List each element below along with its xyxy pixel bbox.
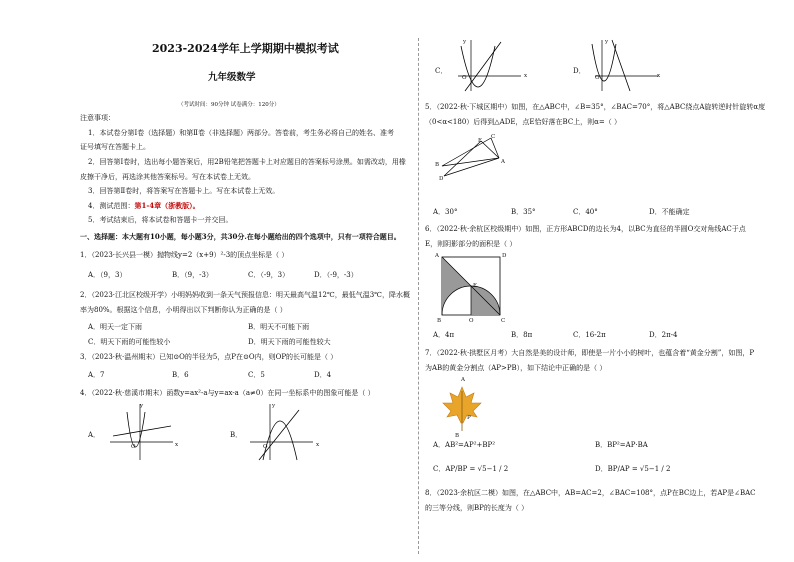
q7-option-d-value: √5−1 / 2 bbox=[639, 465, 671, 473]
note-2b: 皮擦干净后，再选涂其他答案标号。写在本试卷上无效。 bbox=[80, 173, 255, 181]
q7-label-a: A bbox=[461, 377, 465, 383]
q3-option-a: A．7 bbox=[88, 371, 105, 379]
q7-option-d bbox=[595, 464, 670, 474]
q6-option-a: A．4π bbox=[433, 331, 455, 339]
note-5: 5．考试结束后，将本试卷和答题卡一并交回。 bbox=[88, 216, 233, 224]
q2-stem-2: 率为80%。根据这个信息，小明得出以下判断你认为正确的是（ ） bbox=[80, 306, 287, 314]
q6-option-c: C．16-2π bbox=[573, 331, 606, 339]
exam-title: 2023-2024学年上学期期中模拟考试 bbox=[152, 42, 339, 55]
q5-label-b: B bbox=[435, 162, 440, 168]
q7-option-d-lhs: D．BP/AP = bbox=[595, 465, 638, 473]
q7-option-c-value: √5−1 / 2 bbox=[477, 465, 509, 473]
q7-stem-1: 7．（2022·秋·拱墅区月考）大自然是美的设计师，即使是一片小小的树叶，也蕴含着“黄金分割”，如图，P bbox=[425, 349, 755, 357]
q7-label-p: P bbox=[467, 415, 471, 421]
q1-option-b: B．（9，-3） bbox=[172, 271, 213, 279]
note-1b: 证号填写在答题卡上。 bbox=[80, 143, 150, 151]
left-column bbox=[80, 0, 410, 562]
note-1: 1．本试卷分第Ⅰ卷（选择题）和第Ⅱ卷（非选择题）两部分。答卷前，考生务必将自己的姓名、准考 bbox=[88, 129, 394, 137]
q4-option-c: C． bbox=[435, 67, 448, 75]
q6-label-d: D bbox=[502, 253, 507, 259]
q7-option-b: B．BP²=AP·BA bbox=[595, 441, 648, 449]
q7-label-b: B bbox=[455, 433, 460, 439]
notes-heading: 注意事项： bbox=[80, 114, 115, 122]
q6-label-e: E bbox=[473, 283, 478, 289]
note-3: 3．回答第Ⅱ卷时，将答案写在答题卡上。写在本试卷上无效。 bbox=[88, 187, 280, 195]
note-4-scope: 第1-4章（浙教版）。 bbox=[134, 201, 200, 210]
q4-graph-b bbox=[245, 402, 315, 462]
q4d-origin-label: O bbox=[595, 75, 600, 81]
q2-option-a: A．明天一定下雨 bbox=[88, 323, 143, 331]
q7-option-a: A．AB²=AP²+BP² bbox=[433, 441, 496, 449]
q4-graph-a bbox=[105, 402, 175, 462]
q6-figure bbox=[441, 256, 503, 318]
q1-option-c: C．（-9，3） bbox=[248, 271, 290, 279]
q2-option-c: C．明天下雨的可能性较小 bbox=[88, 338, 171, 346]
q5-label-a: A bbox=[501, 159, 505, 165]
q5-option-c: C．40° bbox=[573, 208, 598, 216]
q4a-y-label: y bbox=[140, 403, 144, 409]
note-4 bbox=[88, 201, 200, 211]
q4-graph-d bbox=[590, 38, 660, 93]
q8-stem-2: 的三等分线，则BP的长度为（ ） bbox=[425, 504, 529, 512]
q5-option-b: B．35° bbox=[511, 208, 536, 216]
q4c-origin-label: O bbox=[462, 75, 467, 81]
q2-option-b: B．明天不可能下雨 bbox=[248, 323, 310, 331]
right-column bbox=[425, 0, 780, 562]
q5-stem-1: 5．（2022·秋·下城区期中）如图，在△ABC中，∠B=35°，∠BAC=70°，将△ABC绕点A旋转逆时针旋转α度 bbox=[425, 103, 766, 111]
q6-stem-1: 6．（2022·秋·余杭区校级期中）如图，正方形ABCD的边长为4，以BC为直径的半圆O交对角线AC于点 bbox=[425, 225, 746, 233]
q6-option-b: B．8π bbox=[511, 331, 533, 339]
note-4-prefix: 4．测试范围： bbox=[88, 202, 135, 210]
q5-option-d: D．不能确定 bbox=[649, 208, 690, 216]
q4d-x-label: x bbox=[657, 73, 661, 79]
section-1-heading: 一、选择题：本大题有10小题，每小题3分，共30分.在每小题给出的四个选项中，只有一项符合题目。 bbox=[80, 232, 401, 241]
q5-label-c: C bbox=[491, 134, 496, 140]
q8-stem-1: 8．（2023·余杭区二模）如图，在△ABC中，AB=AC=2，∠BAC=108°，点P在BC边上，若AP是∠BAC bbox=[425, 489, 756, 497]
exam-subtitle: 九年级数学 bbox=[208, 72, 256, 83]
q6-label-a: A bbox=[435, 253, 439, 259]
column-divider bbox=[418, 38, 420, 554]
q3-option-d: D．4 bbox=[314, 371, 332, 379]
q6-label-b: B bbox=[437, 318, 442, 324]
q3-option-b: B．6 bbox=[172, 371, 189, 379]
q4-option-b: B． bbox=[230, 431, 243, 439]
q6-label-c: C bbox=[501, 318, 506, 324]
q6-label-o: O bbox=[469, 318, 474, 324]
q6-option-d: D．2π-4 bbox=[649, 331, 678, 339]
q7-stem-2: 为AB的黄金分割点（AP>PB），如下结论中正确的是（ ） bbox=[425, 364, 607, 372]
q4c-y-label: y bbox=[463, 39, 467, 45]
q4-option-a: A． bbox=[88, 431, 101, 439]
q3-stem: 3．（2023·秋·温州期末）已知⊙O的半径为5，点P在⊙O内，则OP的长可能是（ ） bbox=[80, 353, 338, 361]
maple-leaf-image bbox=[441, 385, 483, 433]
q4b-x-label: x bbox=[316, 442, 320, 448]
q4d-y-label: y bbox=[605, 39, 609, 45]
note-2: 2．回答第Ⅰ卷时，选出每小题答案后，用2B铅笔把答题卡上对应题目的答案标号涂黑。如需改动，用橡 bbox=[88, 158, 406, 166]
exam-info: （考试时间：90分钟 试卷满分：120分） bbox=[178, 102, 280, 108]
q4-option-d: D． bbox=[573, 67, 586, 75]
q5-option-a: A．30° bbox=[433, 208, 458, 216]
q5-stem-2: （0<α<180）后得到△ADE，点E恰好落在BC上，则α=（ ） bbox=[425, 118, 621, 126]
q1-option-a: A．（9，3） bbox=[88, 271, 127, 279]
q6-stem-2: E，则阴影部分的面积是（ ） bbox=[425, 240, 517, 248]
q4b-origin-label: O bbox=[263, 444, 268, 450]
q5-label-e: E bbox=[478, 138, 483, 144]
q4b-y-label: y bbox=[272, 403, 276, 409]
q7-option-c bbox=[433, 464, 508, 474]
q2-option-d: D．明天下雨的可能性较大 bbox=[248, 338, 331, 346]
q7-option-c-lhs: C．AP/BP = bbox=[433, 465, 476, 473]
q1-stem: 1．（2023·长兴县一模）抛物线y=2（x+9）²-3的顶点坐标是（ ） bbox=[80, 251, 289, 259]
q1-option-d: D．（-9，-3） bbox=[314, 271, 358, 279]
q4a-x-label: x bbox=[175, 442, 179, 448]
q2-stem-1: 2．（2023·江北区校级开学）小明妈妈收到一条天气预报信息：明天最高气温12℃，最低气温3℃，降水概 bbox=[80, 291, 411, 299]
q4-stem: 4．（2022·秋·慈溪市期末）函数y=ax²-a与y=ax-a（a≠0）在同一坐标系中的图象可能是（ ） bbox=[80, 389, 375, 397]
q5-label-d: D bbox=[439, 176, 444, 182]
q4a-origin-label: O bbox=[131, 444, 136, 450]
q4c-x-label: x bbox=[524, 73, 528, 79]
q3-option-c: C．5 bbox=[248, 371, 265, 379]
